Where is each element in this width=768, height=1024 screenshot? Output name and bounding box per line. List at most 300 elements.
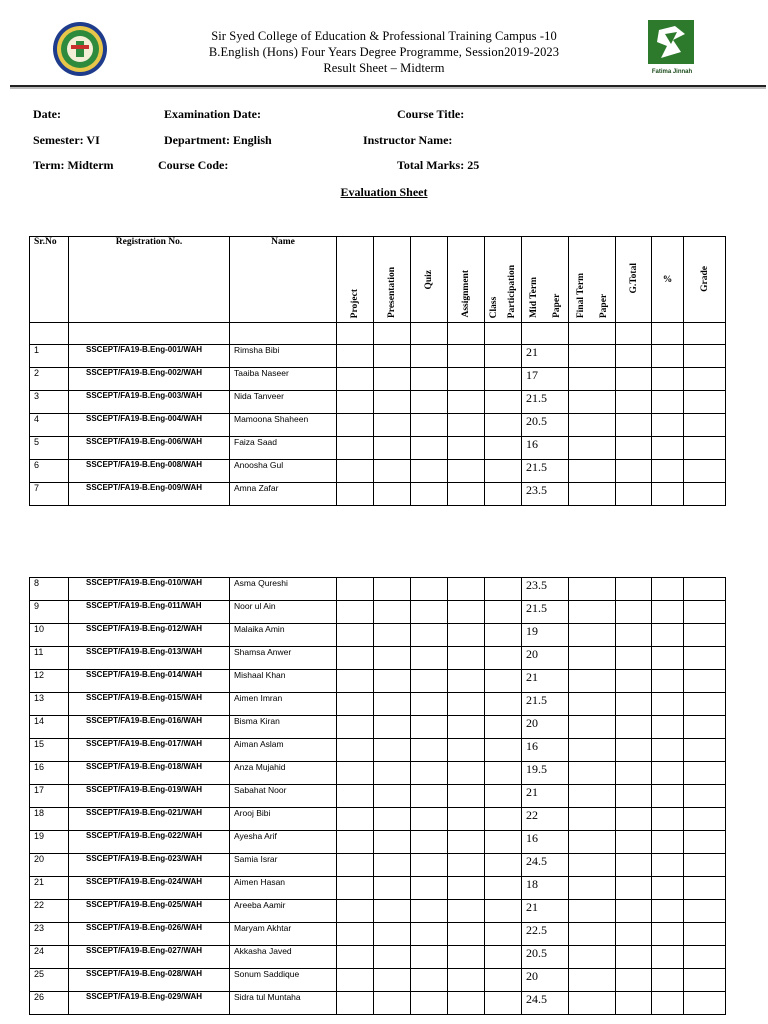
grade-cell	[684, 578, 726, 601]
col-registration: Registration No.	[69, 237, 230, 323]
gtotal-cell	[616, 946, 652, 969]
final-term-cell	[569, 808, 616, 831]
table-row	[30, 624, 726, 647]
gtotal-cell	[616, 992, 652, 1015]
percent-cell	[652, 601, 684, 624]
sr-no-cell: 22	[30, 900, 69, 923]
sr-no-cell: 8	[30, 578, 69, 601]
registration-cell: SSCEPT/FA19-B.Eng-003/WAH	[69, 391, 230, 414]
mid-term-cell: 18	[522, 877, 569, 900]
instructor-label: Instructor Name:	[363, 133, 453, 147]
class-participation-cell	[485, 854, 522, 877]
assignment-cell	[448, 923, 485, 946]
final-term-cell	[569, 923, 616, 946]
project-cell	[337, 647, 374, 670]
presentation-cell	[374, 345, 411, 368]
header-line-3: Result Sheet – Midterm	[323, 61, 445, 75]
name-cell: Anza Mujahid	[230, 762, 337, 785]
gtotal-cell	[616, 483, 652, 506]
percent-cell	[652, 808, 684, 831]
presentation-cell	[374, 460, 411, 483]
assignment-cell	[448, 670, 485, 693]
mid-term-cell: 19	[522, 624, 569, 647]
name-cell: Faiza Saad	[230, 437, 337, 460]
grade-cell	[684, 391, 726, 414]
term-label: Term: Midterm	[33, 158, 114, 172]
table-row	[30, 578, 726, 601]
grade-cell	[684, 739, 726, 762]
final-term-cell	[569, 854, 616, 877]
name-cell: Nida Tanveer	[230, 391, 337, 414]
registration-cell: SSCEPT/FA19-B.Eng-008/WAH	[69, 460, 230, 483]
registration-cell: SSCEPT/FA19-B.Eng-016/WAH	[69, 716, 230, 739]
quiz-cell	[411, 670, 448, 693]
registration-cell: SSCEPT/FA19-B.Eng-009/WAH	[69, 483, 230, 506]
class-participation-cell	[485, 670, 522, 693]
presentation-cell	[374, 762, 411, 785]
percent-cell	[652, 414, 684, 437]
mid-term-cell: 21.5	[522, 601, 569, 624]
sr-no-cell: 14	[30, 716, 69, 739]
project-cell	[337, 624, 374, 647]
mid-term-cell: 21	[522, 785, 569, 808]
sr-no-cell: 15	[30, 739, 69, 762]
col-class-participation: Class Participation	[485, 237, 522, 323]
grade-cell	[684, 601, 726, 624]
grade-cell	[684, 437, 726, 460]
percent-cell	[652, 923, 684, 946]
col-final-term: Final Term Paper	[569, 237, 616, 323]
name-cell: Sabahat Noor	[230, 785, 337, 808]
registration-cell: SSCEPT/FA19-B.Eng-014/WAH	[69, 670, 230, 693]
col-sr-no: Sr.No	[30, 237, 69, 323]
final-term-cell	[569, 460, 616, 483]
presentation-cell	[374, 414, 411, 437]
class-participation-cell	[485, 785, 522, 808]
assignment-cell	[448, 854, 485, 877]
presentation-cell	[374, 624, 411, 647]
presentation-cell	[374, 900, 411, 923]
grade-cell	[684, 624, 726, 647]
name-cell: Samia Israr	[230, 854, 337, 877]
document-header	[0, 28, 768, 76]
quiz-cell	[411, 877, 448, 900]
registration-cell: SSCEPT/FA19-B.Eng-018/WAH	[69, 762, 230, 785]
registration-cell: SSCEPT/FA19-B.Eng-025/WAH	[69, 900, 230, 923]
sr-no-cell: 18	[30, 808, 69, 831]
presentation-cell	[374, 437, 411, 460]
final-term-cell	[569, 900, 616, 923]
table-row	[30, 854, 726, 877]
project-cell	[337, 877, 374, 900]
table-row	[30, 877, 726, 900]
gtotal-cell	[616, 437, 652, 460]
mid-term-cell: 21	[522, 900, 569, 923]
class-participation-cell	[485, 483, 522, 506]
name-cell: Sidra tul Muntaha	[230, 992, 337, 1015]
name-cell: Sonum Saddique	[230, 969, 337, 992]
table-row	[30, 831, 726, 854]
presentation-cell	[374, 391, 411, 414]
quiz-cell	[411, 716, 448, 739]
project-cell	[337, 969, 374, 992]
assignment-cell	[448, 391, 485, 414]
sr-no-cell: 17	[30, 785, 69, 808]
final-term-cell	[569, 946, 616, 969]
mid-term-cell: 24.5	[522, 854, 569, 877]
project-cell	[337, 854, 374, 877]
mid-term-cell: 20.5	[522, 946, 569, 969]
grade-cell	[684, 946, 726, 969]
grade-cell	[684, 483, 726, 506]
table-row	[30, 483, 726, 506]
class-participation-cell	[485, 437, 522, 460]
percent-cell	[652, 624, 684, 647]
presentation-cell	[374, 946, 411, 969]
grade-cell	[684, 785, 726, 808]
col-assignment: Assignment	[448, 237, 485, 323]
assignment-cell	[448, 460, 485, 483]
quiz-cell	[411, 762, 448, 785]
final-term-cell	[569, 716, 616, 739]
grade-cell	[684, 900, 726, 923]
sr-no-cell: 16	[30, 762, 69, 785]
presentation-cell	[374, 693, 411, 716]
project-cell	[337, 483, 374, 506]
gtotal-cell	[616, 391, 652, 414]
project-cell	[337, 601, 374, 624]
presentation-cell	[374, 601, 411, 624]
final-term-cell	[569, 391, 616, 414]
table-row	[30, 762, 726, 785]
class-participation-cell	[485, 808, 522, 831]
mid-term-cell: 16	[522, 437, 569, 460]
sr-no-cell: 6	[30, 460, 69, 483]
presentation-cell	[374, 854, 411, 877]
class-participation-cell	[485, 946, 522, 969]
mid-term-cell: 20	[522, 969, 569, 992]
header-line-2: B.English (Hons) Four Years Degree Programme, Session2019-2023	[208, 45, 560, 59]
grade-cell	[684, 716, 726, 739]
class-participation-cell	[485, 414, 522, 437]
project-cell	[337, 900, 374, 923]
table-row	[30, 693, 726, 716]
sr-no-cell: 11	[30, 647, 69, 670]
percent-cell	[652, 946, 684, 969]
final-term-cell	[569, 601, 616, 624]
registration-cell: SSCEPT/FA19-B.Eng-012/WAH	[69, 624, 230, 647]
gtotal-cell	[616, 808, 652, 831]
table-row	[30, 992, 726, 1015]
sr-no-cell: 23	[30, 923, 69, 946]
name-cell: Taaiba Naseer	[230, 368, 337, 391]
final-term-cell	[569, 739, 616, 762]
gtotal-cell	[616, 647, 652, 670]
assignment-cell	[448, 437, 485, 460]
assignment-cell	[448, 739, 485, 762]
project-cell	[337, 808, 374, 831]
quiz-cell	[411, 437, 448, 460]
sr-no-cell: 4	[30, 414, 69, 437]
table-row	[30, 437, 726, 460]
col-presentation: Presentation	[374, 237, 411, 323]
name-cell: Bisma Kiran	[230, 716, 337, 739]
project-cell	[337, 391, 374, 414]
registration-cell: SSCEPT/FA19-B.Eng-011/WAH	[69, 601, 230, 624]
final-term-cell	[569, 831, 616, 854]
grade-cell	[684, 831, 726, 854]
percent-cell	[652, 391, 684, 414]
percent-cell	[652, 647, 684, 670]
exam-date-label: Examination Date:	[164, 107, 261, 121]
table-row	[30, 647, 726, 670]
header-divider	[10, 85, 766, 87]
final-term-cell	[569, 969, 616, 992]
col-gtotal: G.Total	[616, 237, 652, 323]
name-cell: Arooj Bibi	[230, 808, 337, 831]
gtotal-cell	[616, 578, 652, 601]
class-participation-cell	[485, 624, 522, 647]
name-cell: Ayesha Arif	[230, 831, 337, 854]
grade-cell	[684, 693, 726, 716]
sr-no-cell: 9	[30, 601, 69, 624]
percent-cell	[652, 739, 684, 762]
quiz-cell	[411, 483, 448, 506]
table-row	[30, 808, 726, 831]
name-cell: Areeba Aamir	[230, 900, 337, 923]
class-participation-cell	[485, 762, 522, 785]
final-term-cell	[569, 670, 616, 693]
quiz-cell	[411, 808, 448, 831]
percent-cell	[652, 693, 684, 716]
quiz-cell	[411, 992, 448, 1015]
percent-cell	[652, 831, 684, 854]
grade-cell	[684, 992, 726, 1015]
gtotal-cell	[616, 624, 652, 647]
gtotal-cell	[616, 368, 652, 391]
mid-term-cell: 16	[522, 831, 569, 854]
presentation-cell	[374, 670, 411, 693]
registration-cell: SSCEPT/FA19-B.Eng-017/WAH	[69, 739, 230, 762]
table-header-row	[30, 237, 726, 323]
name-cell: Mishaal Khan	[230, 670, 337, 693]
quiz-cell	[411, 391, 448, 414]
project-cell	[337, 946, 374, 969]
class-participation-cell	[485, 391, 522, 414]
quiz-cell	[411, 647, 448, 670]
assignment-cell	[448, 414, 485, 437]
sr-no-cell: 20	[30, 854, 69, 877]
mid-term-cell: 23.5	[522, 578, 569, 601]
assignment-cell	[448, 785, 485, 808]
header-line-1: Sir Syed College of Education & Professional Training Campus -10	[211, 29, 557, 43]
quiz-cell	[411, 854, 448, 877]
mid-term-cell: 21	[522, 670, 569, 693]
gtotal-cell	[616, 716, 652, 739]
class-participation-cell	[485, 969, 522, 992]
registration-cell: SSCEPT/FA19-B.Eng-024/WAH	[69, 877, 230, 900]
assignment-cell	[448, 946, 485, 969]
gtotal-cell	[616, 345, 652, 368]
name-cell: Mamoona Shaheen	[230, 414, 337, 437]
percent-cell	[652, 716, 684, 739]
quiz-cell	[411, 460, 448, 483]
grade-cell	[684, 762, 726, 785]
percent-cell	[652, 785, 684, 808]
class-participation-cell	[485, 877, 522, 900]
final-term-cell	[569, 762, 616, 785]
mid-term-cell: 22.5	[522, 923, 569, 946]
project-cell	[337, 716, 374, 739]
gtotal-cell	[616, 762, 652, 785]
assignment-cell	[448, 762, 485, 785]
grade-cell	[684, 969, 726, 992]
presentation-cell	[374, 647, 411, 670]
table-row	[30, 785, 726, 808]
sr-no-cell: 10	[30, 624, 69, 647]
quiz-cell	[411, 624, 448, 647]
percent-cell	[652, 969, 684, 992]
grade-cell	[684, 368, 726, 391]
registration-cell: SSCEPT/FA19-B.Eng-021/WAH	[69, 808, 230, 831]
gtotal-cell	[616, 670, 652, 693]
presentation-cell	[374, 739, 411, 762]
registration-cell: SSCEPT/FA19-B.Eng-006/WAH	[69, 437, 230, 460]
assignment-cell	[448, 601, 485, 624]
course-code-label: Course Code:	[158, 158, 229, 172]
presentation-cell	[374, 808, 411, 831]
col-grade: Grade	[684, 237, 726, 323]
grade-cell	[684, 414, 726, 437]
presentation-cell	[374, 368, 411, 391]
col-name: Name	[230, 237, 337, 323]
gtotal-cell	[616, 693, 652, 716]
table-row	[30, 414, 726, 437]
name-cell: Malaika Amin	[230, 624, 337, 647]
final-term-cell	[569, 877, 616, 900]
quiz-cell	[411, 345, 448, 368]
mid-term-cell: 24.5	[522, 992, 569, 1015]
class-participation-cell	[485, 693, 522, 716]
percent-cell	[652, 345, 684, 368]
assignment-cell	[448, 900, 485, 923]
project-cell	[337, 831, 374, 854]
name-cell: Asma Qureshi	[230, 578, 337, 601]
registration-cell: SSCEPT/FA19-B.Eng-010/WAH	[69, 578, 230, 601]
project-cell	[337, 762, 374, 785]
date-label: Date:	[33, 107, 61, 121]
percent-cell	[652, 437, 684, 460]
table-row	[30, 460, 726, 483]
grade-cell	[684, 808, 726, 831]
evaluation-table-1	[29, 236, 726, 506]
project-cell	[337, 345, 374, 368]
name-cell: Anoosha Gul	[230, 460, 337, 483]
table-row	[30, 716, 726, 739]
mid-term-cell: 16	[522, 739, 569, 762]
name-cell: Aimen Imran	[230, 693, 337, 716]
registration-cell: SSCEPT/FA19-B.Eng-001/WAH	[69, 345, 230, 368]
assignment-cell	[448, 877, 485, 900]
mid-term-cell: 23.5	[522, 483, 569, 506]
assignment-cell	[448, 483, 485, 506]
quiz-cell	[411, 601, 448, 624]
sr-no-cell: 5	[30, 437, 69, 460]
mid-term-cell: 20	[522, 716, 569, 739]
project-cell	[337, 739, 374, 762]
registration-cell: SSCEPT/FA19-B.Eng-004/WAH	[69, 414, 230, 437]
name-cell: Shamsa Anwer	[230, 647, 337, 670]
quiz-cell	[411, 946, 448, 969]
quiz-cell	[411, 923, 448, 946]
class-participation-cell	[485, 578, 522, 601]
registration-cell: SSCEPT/FA19-B.Eng-023/WAH	[69, 854, 230, 877]
registration-cell: SSCEPT/FA19-B.Eng-015/WAH	[69, 693, 230, 716]
presentation-cell	[374, 992, 411, 1015]
name-cell: Aiman Aslam	[230, 739, 337, 762]
registration-cell: SSCEPT/FA19-B.Eng-002/WAH	[69, 368, 230, 391]
final-term-cell	[569, 414, 616, 437]
project-cell	[337, 670, 374, 693]
quiz-cell	[411, 831, 448, 854]
name-cell: Amna Zafar	[230, 483, 337, 506]
table-row	[30, 900, 726, 923]
final-term-cell	[569, 693, 616, 716]
class-participation-cell	[485, 923, 522, 946]
table-row	[30, 670, 726, 693]
gtotal-cell	[616, 969, 652, 992]
right-logo-text: Fatima Jinnah	[651, 69, 693, 75]
percent-cell	[652, 368, 684, 391]
final-term-cell	[569, 345, 616, 368]
percent-cell	[652, 900, 684, 923]
project-cell	[337, 992, 374, 1015]
table-row	[30, 391, 726, 414]
course-title-label: Course Title:	[397, 107, 465, 121]
mid-term-cell: 19.5	[522, 762, 569, 785]
sr-no-cell: 13	[30, 693, 69, 716]
mid-term-cell: 21.5	[522, 391, 569, 414]
presentation-cell	[374, 923, 411, 946]
gtotal-cell	[616, 854, 652, 877]
assignment-cell	[448, 368, 485, 391]
mid-term-cell: 21	[522, 345, 569, 368]
gtotal-cell	[616, 877, 652, 900]
sr-no-cell: 2	[30, 368, 69, 391]
quiz-cell	[411, 414, 448, 437]
assignment-cell	[448, 969, 485, 992]
table-row	[30, 368, 726, 391]
name-cell: Aimen Hasan	[230, 877, 337, 900]
gtotal-cell	[616, 414, 652, 437]
presentation-cell	[374, 877, 411, 900]
presentation-cell	[374, 969, 411, 992]
evaluation-table-2	[29, 577, 726, 1015]
project-cell	[337, 368, 374, 391]
mid-term-cell: 17	[522, 368, 569, 391]
assignment-cell	[448, 808, 485, 831]
percent-cell	[652, 992, 684, 1015]
class-participation-cell	[485, 460, 522, 483]
percent-cell	[652, 762, 684, 785]
project-cell	[337, 923, 374, 946]
table-row	[30, 601, 726, 624]
quiz-cell	[411, 739, 448, 762]
assignment-cell	[448, 716, 485, 739]
assignment-cell	[448, 992, 485, 1015]
grade-cell	[684, 923, 726, 946]
col-quiz: Quiz	[411, 237, 448, 323]
